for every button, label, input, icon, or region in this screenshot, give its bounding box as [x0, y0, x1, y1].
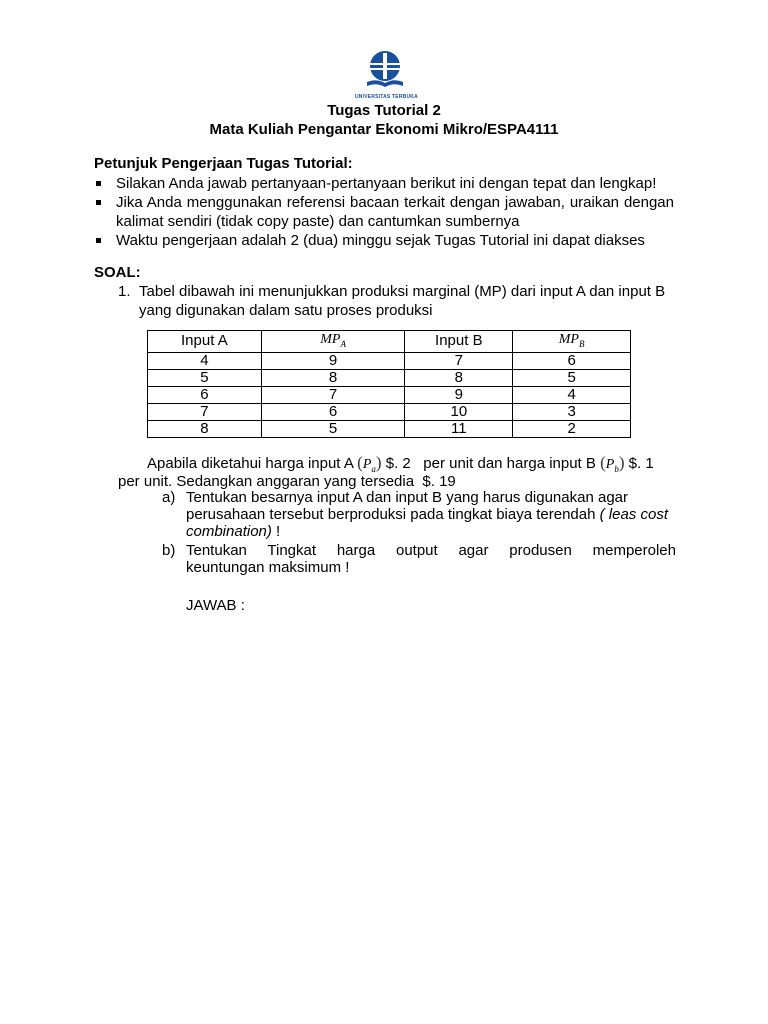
- question-number: 1.: [118, 283, 131, 300]
- instructions-heading: Petunjuk Pengerjaan Tugas Tutorial:: [94, 155, 353, 172]
- given-line-2: per unit. Sedangkan anggaran yang tersedia $. 19: [118, 473, 456, 490]
- marginal-product-table: [147, 330, 631, 438]
- table-row: [148, 403, 631, 420]
- question-1: [118, 282, 678, 320]
- header-input-b: Input B: [405, 331, 513, 353]
- university-logo-icon: [365, 50, 405, 94]
- table-cell: 7: [261, 386, 405, 403]
- sub-questions: [162, 489, 676, 578]
- instructions-list: [94, 174, 674, 250]
- table-cell: 8: [148, 420, 262, 437]
- header-mp-b: $MP_B$: [513, 331, 631, 353]
- table-row: [148, 386, 631, 403]
- table-cell: 7: [148, 403, 262, 420]
- price-a-symbol: $P_a$: [362, 457, 376, 474]
- header-mp-a: $MP_A$: [261, 331, 405, 353]
- table-cell: 4: [513, 386, 631, 403]
- table-row: [148, 369, 631, 386]
- table-cell: 2: [513, 420, 631, 437]
- table-cell: 5: [148, 369, 262, 386]
- given-line-1: Apabila diketahui harga input A $(P_a)$ $. 2 per unit dan harga input B $(P_b)$ $. 1: [147, 453, 654, 474]
- table-row: [148, 352, 631, 369]
- table-cell: 9: [261, 352, 405, 369]
- instruction-item: Jika Anda menggunakan referensi bacaan terkait dengan jawaban, uraikan dengan kalimat sendiri (tidak copy paste) dan cantumkan sumbernya: [94, 193, 674, 231]
- document-title: Tugas Tutorial 2: [327, 102, 441, 119]
- table-cell: 8: [261, 369, 405, 386]
- table-cell: 11: [405, 420, 513, 437]
- table-cell: 3: [513, 403, 631, 420]
- logo-caption: UNIVERSITAS TERBUKA: [355, 94, 418, 100]
- table-cell: 5: [261, 420, 405, 437]
- table-cell: 4: [148, 352, 262, 369]
- table-cell: 7: [405, 352, 513, 369]
- sub-question-b: b) Tentukan Tingkat harga output agar produsen memperoleh keuntungan maksimum !: [162, 542, 676, 576]
- table-cell: 8: [405, 369, 513, 386]
- instruction-item: Waktu pengerjaan adalah 2 (dua) minggu sejak Tugas Tutorial ini dapat diakses: [94, 231, 674, 250]
- question-text: Tabel dibawah ini menunjukkan produksi marginal (MP) dari input A dan input B yang digunakan dalam satu proses produksi: [139, 283, 666, 319]
- table-cell: 5: [513, 369, 631, 386]
- table-cell: 6: [148, 386, 262, 403]
- price-b-symbol: $P_b$: [605, 457, 619, 474]
- table-cell: 6: [261, 403, 405, 420]
- table-cell: 10: [405, 403, 513, 420]
- table-row: [148, 420, 631, 437]
- table-cell: 6: [513, 352, 631, 369]
- sub-question-a: a) Tentukan besarnya input A dan input B yang harus digunakan agar perusahaan tersebut berproduksi pada tingkat biaya terendah ( leas cost combination) !: [162, 489, 668, 540]
- table-cell: 9: [405, 386, 513, 403]
- answer-label: JAWAB :: [186, 597, 245, 614]
- document-subtitle: Mata Kuliah Pengantar Ekonomi Mikro/ESPA4111: [209, 121, 559, 138]
- header-input-a: Input A: [148, 331, 262, 353]
- soal-heading: SOAL:: [94, 264, 141, 281]
- instruction-item: Silakan Anda jawab pertanyaan-pertanyaan berikut ini dengan tepat dan lengkap!: [94, 174, 674, 193]
- table-header-row: [148, 331, 631, 353]
